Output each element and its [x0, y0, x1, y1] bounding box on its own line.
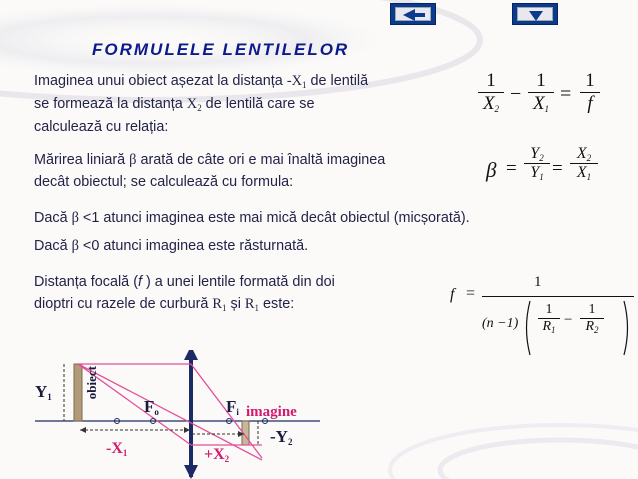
paragraph-object-line1: Imaginea unui obiect așezat la distanța $-X_1$ de lentilă: [34, 73, 369, 90]
focal-object-label: $F_o$: [144, 397, 159, 417]
next-slide-button[interactable]: [512, 3, 558, 25]
equals-sign: =: [560, 83, 572, 105]
paragraph-object-line3: calculează cu relația:: [34, 119, 169, 135]
fraction-y2-over-y1: $Y_2$ $Y_1$: [524, 145, 550, 182]
neg-y2-label: $-Y_2$: [270, 427, 293, 447]
lens-arrow-top: [184, 350, 198, 360]
minus-sign: −: [510, 83, 522, 105]
prev-slide-button[interactable]: [390, 3, 436, 25]
lens-arrow-bottom: [184, 465, 198, 479]
object-candle: [74, 364, 82, 421]
equals-sign: =: [466, 285, 476, 302]
fraction-1-over-f: 1 f: [580, 70, 600, 115]
f-symbol: f: [450, 286, 455, 303]
arrow-left-icon: [391, 4, 437, 26]
fraction-1-over-x1: 1 $X_1$: [528, 70, 554, 115]
numerator-one: 1: [534, 274, 542, 290]
minus-sign: −: [564, 312, 573, 328]
page-title: FORMULELE LENTILELOR: [92, 40, 350, 59]
paragraph-magnification-line2: decât obiectul; se calculează cu formula:: [34, 174, 294, 190]
equals-sign: =: [506, 158, 517, 179]
focal-length-formula: [446, 272, 636, 362]
neg-x1-label: $-X_1$: [106, 440, 128, 458]
fraction-1-over-x2: 1 $X_2$: [478, 70, 504, 115]
y1-label: $Y_1$: [35, 382, 52, 402]
focal-image-label: $F_i$: [226, 397, 239, 417]
fraction-1-over-r1: 1 $R_1$: [538, 302, 560, 335]
fraction-1-over-r2: 1 $R_2$: [580, 302, 604, 335]
paragraph-focal-line2: dioptri cu razele de curbură $R_1$ și $R_1$ este:: [34, 296, 295, 313]
pos-x2-label: $+X_2$: [204, 446, 230, 464]
beta-symbol: β: [486, 158, 497, 182]
paragraph-object-line2: se formează la distanța $X_2$ de lentilă care se: [34, 96, 315, 113]
magnification-formula: [486, 143, 606, 203]
paragraph-focal-line1: Distanța focală (f ) a unei lentile formată din doi: [34, 274, 335, 290]
paragraph-magnification-line1: Mărirea liniară β arată de câte ori e mai înaltă imaginea: [34, 152, 386, 168]
paragraph-beta-negative: Dacă β <0 atunci imaginea este răsturnată.: [34, 238, 309, 254]
fraction-x2-over-x1: $X_2$ $X_1$: [570, 145, 598, 182]
paragraph-beta-less-one: Dacă β <1 atunci imaginea este mai mică decât obiectul (micșorată).: [34, 210, 470, 226]
lens-formula: [470, 66, 620, 136]
equals-sign-2: =: [552, 158, 563, 179]
main-fraction-bar: [482, 296, 634, 297]
image-label: imagine: [246, 404, 297, 420]
arrow-down-icon: [513, 4, 559, 26]
n-minus-one: (n −1): [482, 316, 519, 331]
object-label: obiect: [84, 366, 99, 400]
